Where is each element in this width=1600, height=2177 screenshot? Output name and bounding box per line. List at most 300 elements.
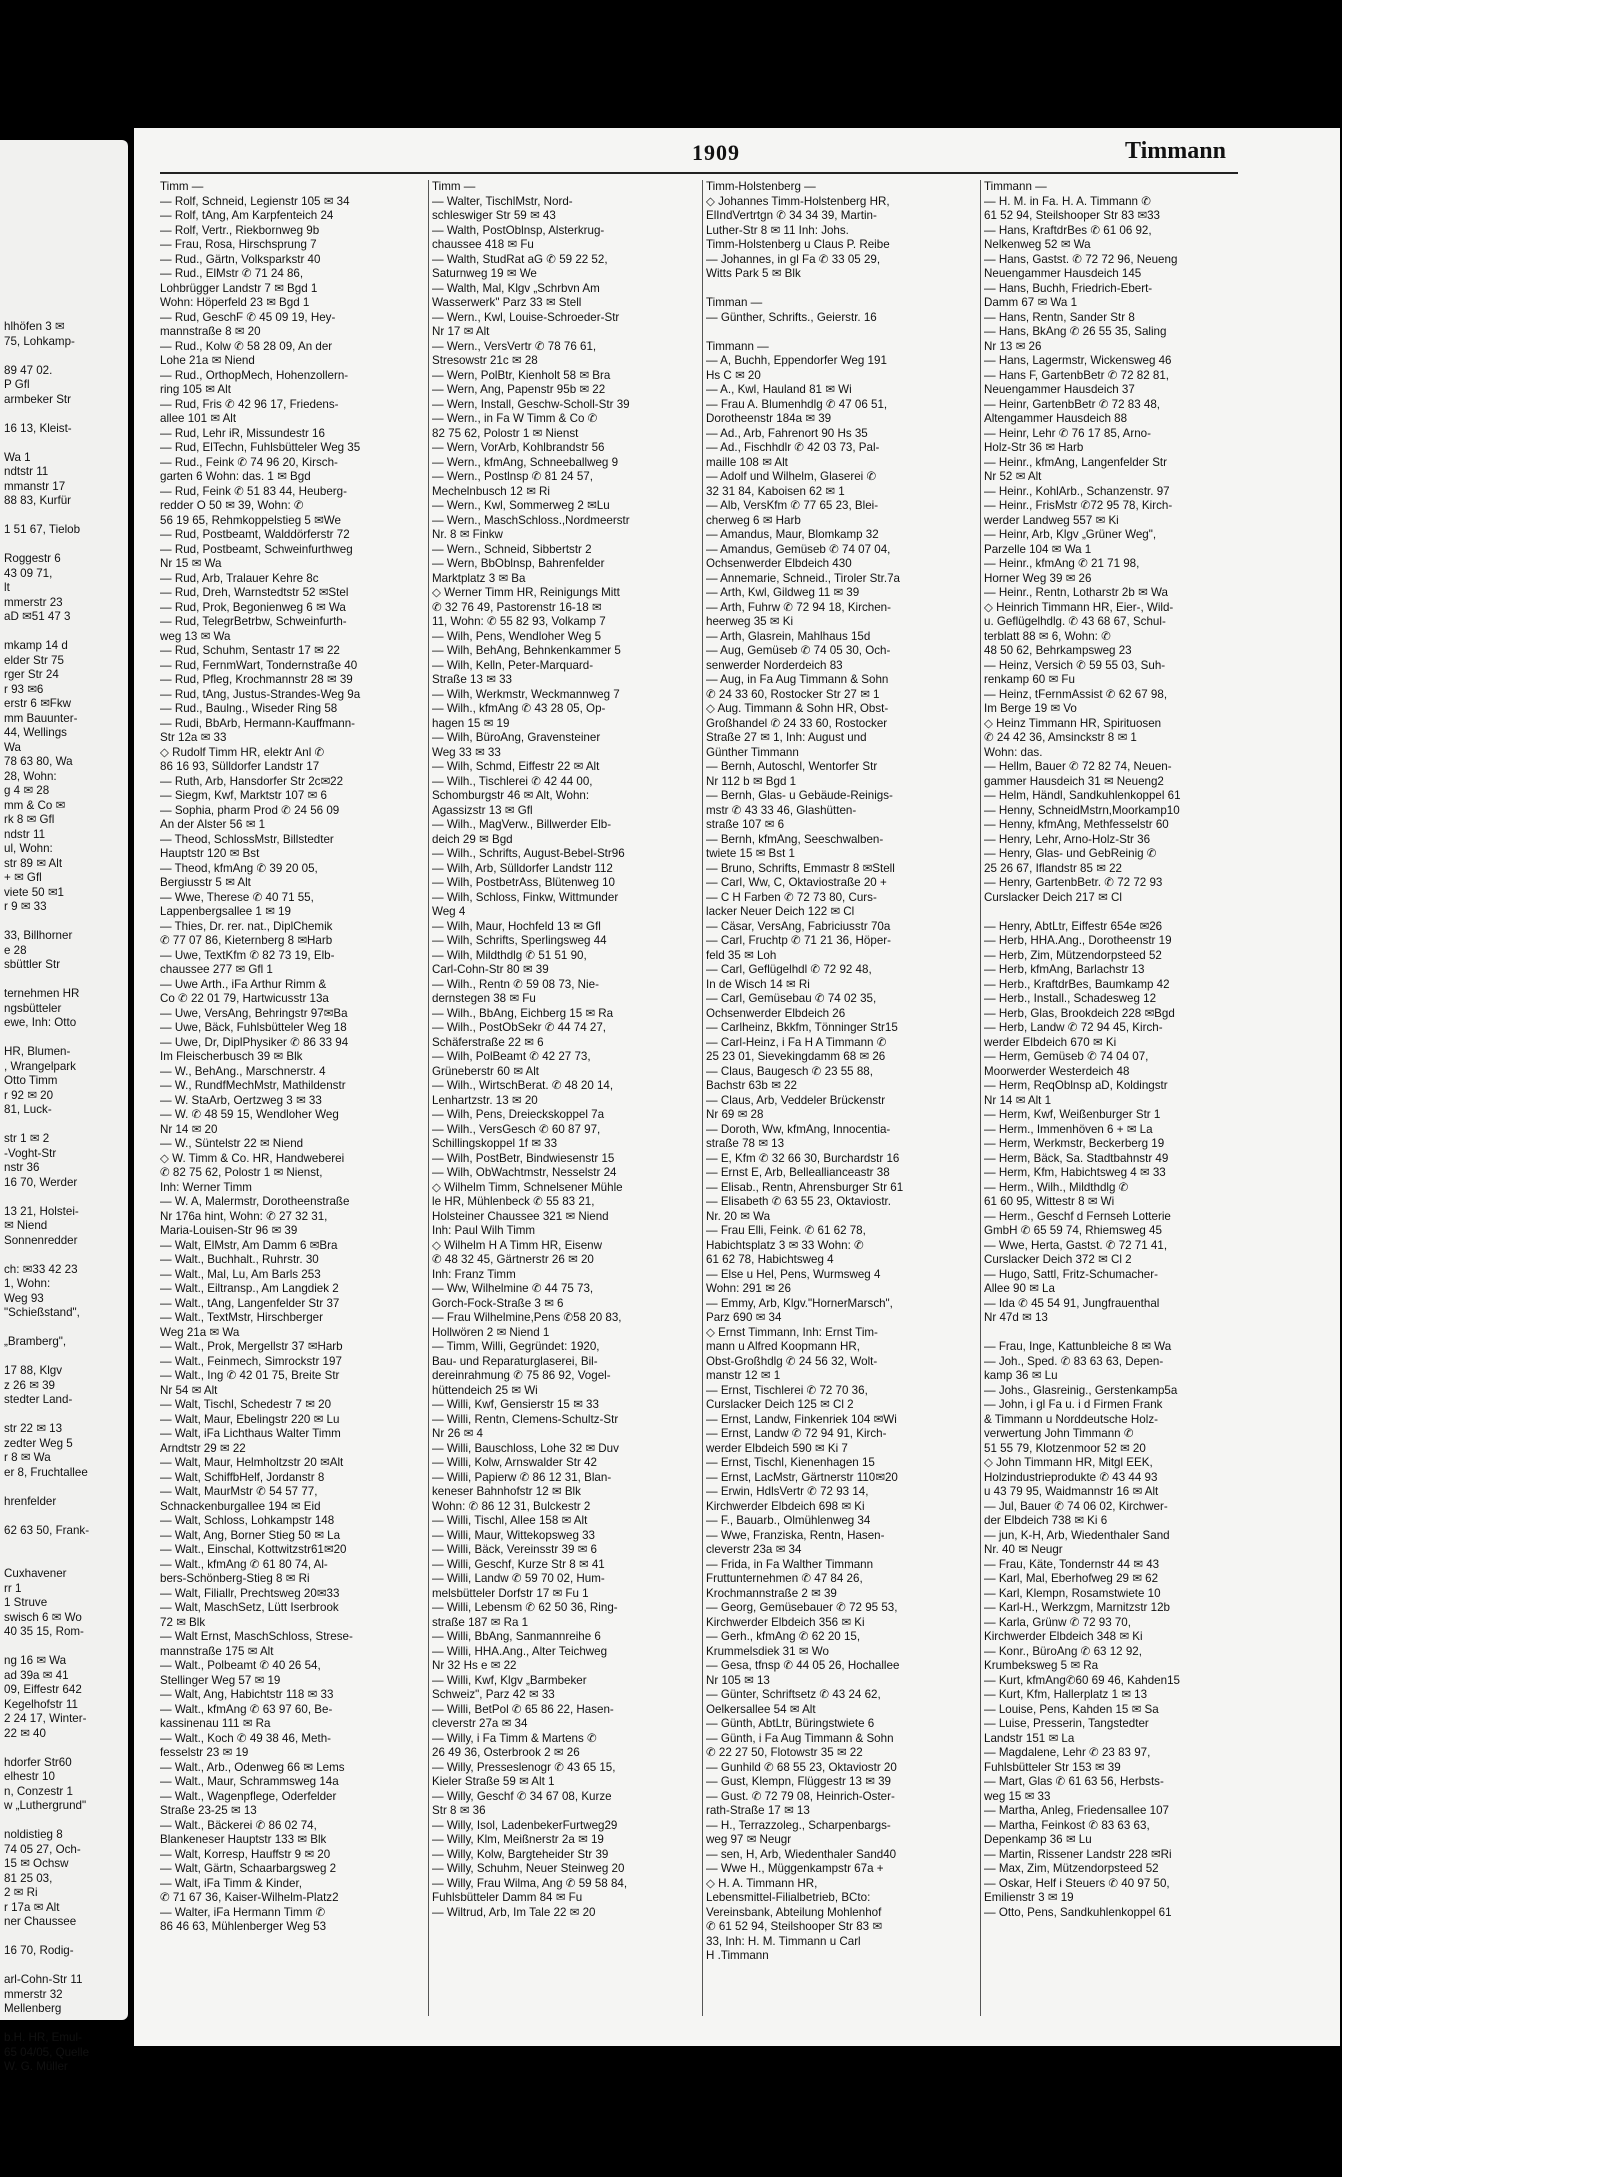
- directory-entry-line: Curslacker Deich 217 ✉ Cl: [984, 890, 1122, 904]
- directory-entry-line: mkamp 14 d: [4, 639, 68, 652]
- directory-entry-line: e 28: [4, 943, 27, 957]
- directory-entry-line: ✆ 22 27 50, Flotowstr 35 ✉ 22: [706, 1746, 863, 1759]
- directory-entry-line: — Walt, MaschSetz, Lütt Iserbrook: [160, 1601, 339, 1614]
- directory-entry-line: — Wilh, PostBetr, Bindwiesenstr 15: [432, 1151, 615, 1165]
- directory-entry-line: Nr 13 ✉ 26: [984, 339, 1042, 353]
- directory-entry-line: ng 16 ✉ Wa: [4, 1654, 67, 1667]
- directory-entry-line: Hauptstr 120 ✉ Bst: [160, 847, 260, 860]
- directory-entry-line: — Herm, Kwf, Weißenburger Str 1: [984, 1108, 1161, 1121]
- directory-entry-line: — Hans, Gastst. ✆ 72 72 96, Neueng: [984, 252, 1178, 266]
- directory-entry-line: ✆ 71 67 36, Kaiser-Wilhelm-Platz2: [160, 1891, 339, 1904]
- directory-entry-line: [4, 973, 126, 988]
- directory-entry-line: str 89 ✉ Alt: [4, 856, 63, 870]
- directory-entry-line: ring 105 ✉ Alt: [160, 383, 231, 396]
- directory-entry-line: 1, Wohn:: [4, 1277, 51, 1290]
- directory-entry-line: hlhöfen 3 ✉: [4, 320, 65, 333]
- directory-entry-line: — Henry, Lehr, Arno-Holz-Str 36: [984, 832, 1151, 846]
- directory-entry-line: g 4 ✉ 28: [4, 784, 50, 797]
- directory-entry-line: & Timmann u Norddeutsche Holz-: [984, 1412, 1158, 1426]
- directory-entry-line: — Rud, Postbeamt, Walddörferstr 72: [160, 528, 350, 541]
- directory-entry-line: — Karl-H., Werkzgm, Marnitzstr 12b: [984, 1601, 1170, 1614]
- directory-entry-line: mmerstr 23: [4, 595, 63, 609]
- directory-entry-line: cherweg 6 ✉ Harb: [706, 513, 801, 527]
- directory-entry-line: — Rud, TelegrBetrbw, Schweinfurth-: [160, 615, 347, 628]
- directory-entry-line: — jun, K-H, Arb, Wiedenthaler Sand: [984, 1528, 1170, 1542]
- directory-entry-line: ◇ Johannes Timm-Holstenberg HR,: [706, 194, 890, 208]
- directory-entry-line: 82 75 62, Polostr 1 ✉ Nienst: [432, 426, 579, 440]
- directory-entry-line: — Willy, Frau Wilma, Ang ✆ 59 58 84,: [432, 1876, 628, 1890]
- directory-entry-line: — Walth, PostOblnsp, Alsterkrug-: [432, 223, 605, 237]
- directory-entry-line: — Walt, Gärtn, Schaarbargsweg 2: [160, 1862, 337, 1875]
- directory-entry-line: Weg 33 ✉ 33: [432, 745, 501, 759]
- directory-entry-line: Nr 15 ✉ Wa: [160, 557, 222, 570]
- directory-entry-line: — Wilh, ObWachtmstr, Nesselstr 24: [432, 1166, 617, 1179]
- directory-entry-line: — Siegm, Kwf, Marktstr 107 ✉ 6: [160, 789, 327, 802]
- directory-entry-line: Luther-Str 8 ✉ 11 Inh: Johs.: [706, 223, 849, 237]
- directory-entry-line: — Heinr, GartenbBetr ✆ 72 83 48,: [984, 397, 1160, 411]
- directory-entry-line: — Rud, Schuhm, Sentastr 17 ✉ 22: [160, 644, 340, 657]
- directory-entry-line: ul, Wohn:: [4, 842, 53, 855]
- directory-entry-line: — Herb., KraftdrBes, Baumkamp 42: [984, 977, 1170, 991]
- directory-entry-line: Wohn: 291 ✉ 26: [706, 1282, 791, 1295]
- directory-entry-line: Weg 93: [4, 1291, 44, 1305]
- directory-entry-line: — Otto, Pens, Sandkuhlenkoppel 61: [984, 1905, 1172, 1919]
- directory-entry-line: schleswiger Str 59 ✉ 43: [432, 209, 556, 222]
- directory-entry-line: Timmann —: [984, 180, 1047, 193]
- directory-entry-line: ch: ✉33 42 23: [4, 1262, 78, 1276]
- directory-entry-line: Damm 67 ✉ Wa 1: [984, 296, 1078, 309]
- directory-entry-line: zedter Weg 5: [4, 1436, 73, 1450]
- directory-entry-line: 75, Lohkamp-: [4, 334, 75, 348]
- directory-entry-line: — Herm, Bäck, Sa. Stadtbahnstr 49: [984, 1151, 1169, 1165]
- directory-entry-line: ✆ 24 42 36, Amsinckstr 8 ✉ 1: [984, 731, 1137, 744]
- directory-entry-line: straße 107 ✉ 6: [706, 818, 785, 831]
- directory-entry-line: 2 ✉ Ri: [4, 1886, 38, 1899]
- directory-entry-line: — Frau A. Blumenhdlg ✆ 47 06 51,: [706, 397, 888, 411]
- directory-entry-line: Fuhlsbütteler Str 153 ✉ 39: [984, 1760, 1121, 1774]
- directory-entry-line: — Hans, Buchh, Friedrich-Ebert-: [984, 281, 1153, 295]
- directory-entry-line: aD ✉51 47 3: [4, 610, 71, 623]
- directory-entry-line: Inh: Werner Timm: [160, 1180, 252, 1194]
- directory-entry-line: 43 09 71,: [4, 566, 53, 580]
- directory-entry-line: — Rolf, tAng, Am Karpfenteich 24: [160, 209, 334, 222]
- directory-entry-line: Wohn: das.: [984, 745, 1043, 759]
- directory-entry-line: r 8 ✉ Wa: [4, 1451, 51, 1464]
- directory-entry-line: Lohe 21a ✉ Niend: [160, 354, 255, 367]
- directory-entry-line: straße 187 ✉ Ra 1: [432, 1615, 529, 1629]
- directory-entry-line: Bau- und Reparaturglaserei, Bil-: [432, 1354, 598, 1368]
- directory-entry-line: — Walt., kfmAng ✆ 63 97 60, Be-: [160, 1702, 333, 1716]
- directory-entry-line: garten 6 Wohn: das. 1 ✉ Bgd: [160, 470, 311, 483]
- directory-entry-line: — Rud, Dreh, Warnstedtstr 52 ✉Stel: [160, 586, 349, 599]
- directory-entry-line: Bachstr 63b ✉ 22: [706, 1079, 797, 1092]
- directory-entry-line: Obst-Großhdlg ✆ 24 56 32, Wolt-: [706, 1354, 878, 1368]
- directory-entry-line: — Bernh, Glas- u Gebäude-Reinigs-: [706, 789, 893, 802]
- directory-entry-line: — Helm, Händl, Sandkuhlenkoppel 61: [984, 789, 1181, 802]
- directory-entry-line: er 8, Fruchtallee: [4, 1465, 88, 1479]
- directory-entry-line: Curslacker Deich 372 ✉ Cl 2: [984, 1253, 1132, 1266]
- directory-entry-line: 13 21, Holstei-: [4, 1204, 79, 1218]
- directory-entry-line: — C H Farben ✆ 72 73 80, Curs-: [706, 890, 877, 904]
- directory-entry-line: ◇ Heinz Timmann HR, Spirituosen: [984, 716, 1162, 730]
- directory-entry-line: — Wern, BbOblnsp, Bahrenfelder: [432, 557, 605, 570]
- directory-entry-line: Ochsenwerder Elbdeich 430: [706, 557, 852, 570]
- directory-entry-line: — Wilh, Pens, Dreieckskoppel 7a: [432, 1108, 605, 1121]
- directory-entry-line: — Walth, Mal, Klgv „Schrbvn Am: [432, 281, 600, 295]
- directory-entry-line: arl-Cohn-Str 11: [4, 1973, 83, 1986]
- directory-entry-line: — Theod, kfmAng ✆ 39 20 05,: [160, 861, 318, 875]
- directory-entry-line: HR, Blumen-: [4, 1045, 71, 1058]
- directory-entry-line: — Hugo, Sattl, Fritz-Schumacher-: [984, 1267, 1158, 1281]
- directory-entry-line: Krochmannstraße 2 ✉ 39: [706, 1586, 837, 1600]
- directory-entry-line: Dorotheenstr 184a ✉ 39: [706, 412, 832, 425]
- directory-entry-line: verwertung John Timmann ✆: [984, 1427, 1134, 1440]
- directory-entry-line: — Walter, TischlMstr, Nord-: [432, 194, 573, 208]
- directory-entry-line: — Martha, Feinkost ✆ 83 63 63,: [984, 1818, 1150, 1832]
- directory-entry-line: noldistieg 8: [4, 1828, 63, 1841]
- directory-entry-line: 16 70, Rodig-: [4, 1944, 74, 1957]
- directory-entry-line: Arndtstr 29 ✉ 22: [160, 1441, 246, 1455]
- directory-entry-line: — W., BehAng., Marschnerstr. 4: [160, 1064, 326, 1078]
- directory-entry-line: keneser Bahnhofstr 12 ✉ Blk: [432, 1485, 581, 1498]
- directory-entry-line: — Herm., Wilh., Mildthdlg ✆: [984, 1180, 1129, 1194]
- directory-entry-line: — Wilh., VersGesch ✆ 60 87 97,: [432, 1122, 601, 1136]
- directory-entry-line: 65 04/05, Quelle: [4, 2045, 90, 2059]
- directory-entry-line: — Heinz, tFernmAssist ✆ 62 67 98,: [984, 687, 1168, 701]
- directory-entry-line: — Walt., Buchhalt., Ruhrstr. 30: [160, 1253, 319, 1266]
- directory-entry-line: Grüneberstr 60 ✉ Alt: [432, 1064, 540, 1078]
- directory-entry-line: Otto Timm: [4, 1074, 58, 1087]
- directory-entry-line: — Wilh, Schloss, Finkw, Wittmunder: [432, 890, 619, 904]
- directory-entry-line: — Walt., Arb., Odenweg 66 ✉ Lems: [160, 1760, 345, 1774]
- directory-entry-line: Saturnweg 19 ✉ We: [432, 267, 537, 280]
- directory-entry-line: 33, Inh: H. M. Timmann u Carl: [706, 1934, 861, 1948]
- directory-entry-line: Moorwerder Westerdeich 48: [984, 1064, 1130, 1078]
- directory-entry-line: — Wwe, Franziska, Rentn, Hasen-: [706, 1528, 885, 1542]
- directory-entry-line: [4, 1509, 126, 1524]
- directory-entry-line: — Henny, kfmAng, Methfesselstr 60: [984, 818, 1169, 831]
- directory-entry-line: — Herb, kfmAng, Barlachstr 13: [984, 963, 1145, 976]
- directory-entry-line: — Wilh., BbAng, Eichberg 15 ✉ Ra: [432, 1006, 614, 1020]
- directory-entry-line: — Wilh, Arb, Sülldorfer Landstr 112: [432, 861, 613, 875]
- directory-entry-line: — Rud, Pfleg, Krochmannstr 28 ✉ 39: [160, 673, 353, 686]
- directory-entry-line: — Gunhild ✆ 68 55 23, Oktaviostr 20: [706, 1760, 897, 1774]
- directory-entry-line: r 17a ✉ Alt: [4, 1900, 60, 1914]
- directory-entry-line: Wohn: ✆ 86 12 31, Bulckestr 2: [432, 1499, 591, 1513]
- directory-entry-line: ✆ 61 52 94, Steilshooper Str 83 ✉: [706, 1920, 883, 1933]
- directory-entry-line: Schweiz", Parz 42 ✉ 33: [432, 1688, 555, 1701]
- directory-entry-line: — A, Buchh, Eppendorfer Weg 191: [706, 354, 887, 367]
- directory-entry-line: — Uwe, VersAng, Behringstr 97✉Ba: [160, 1006, 348, 1020]
- directory-entry-line: Im Berge 19 ✉ Vo: [984, 702, 1077, 715]
- directory-entry-line: — Konr., BüroAng ✆ 63 12 92,: [984, 1644, 1142, 1658]
- directory-entry-line: — Ernst, Tischlerei ✆ 72 70 36,: [706, 1383, 868, 1397]
- directory-entry-line: — Rud, Prok, Begonienweg 6 ✉ Wa: [160, 600, 346, 614]
- directory-entry-line: Horner Weg 39 ✉ 26: [984, 571, 1092, 585]
- directory-entry-line: — Hans F, GartenbBetr ✆ 72 82 81,: [984, 368, 1170, 382]
- directory-entry-line: — Timm, Willi, Gegründet: 1920,: [432, 1340, 600, 1353]
- directory-entry-line: 48 50 62, Behrkampsweg 23: [984, 644, 1132, 657]
- directory-entry-line: — Amandus, Gemüseb ✆ 74 07 04,: [706, 542, 891, 556]
- directory-entry-line: — Walt, MaurMstr ✆ 54 57 77,: [160, 1485, 318, 1498]
- directory-entry-line: ◇ Aug. Timmann & Sohn HR, Obst-: [706, 702, 889, 715]
- directory-entry-line: ✆ 48 32 45, Gärtnerstr 26 ✉ 20: [432, 1253, 594, 1266]
- directory-entry-line: str 1 ✉ 2: [4, 1132, 50, 1145]
- directory-entry-line: 22 ✉ 40: [4, 1726, 46, 1740]
- directory-entry-line: — Rud., Gärtn, Volksparkstr 40: [160, 252, 321, 266]
- directory-entry-line: — Walt, Ang, Habichtstr 118 ✉ 33: [160, 1688, 334, 1701]
- directory-entry-line: — Arth, Fuhrw ✆ 72 94 18, Kirchen-: [706, 600, 891, 614]
- directory-entry-line: — Günter, Schriftsetz ✆ 43 24 62,: [706, 1688, 881, 1701]
- directory-entry-line: 28, Wohn:: [4, 769, 57, 783]
- directory-entry-line: — Frau Wilhelmine,Pens ✆58 20 83,: [432, 1311, 622, 1324]
- directory-entry-line: Straße 23-25 ✉ 13: [160, 1804, 257, 1817]
- directory-entry-line: — Heinr., Rentn, Lotharstr 2b ✉ Wa: [984, 586, 1168, 599]
- directory-entry-line: Fruttunternehmen ✆ 47 84 26,: [706, 1572, 863, 1585]
- directory-entry-line: gammer Hausdeich 31 ✉ Neueng2: [984, 774, 1164, 788]
- directory-entry-line: — Johs., Glasreinig., Gerstenkamp5a: [984, 1383, 1178, 1397]
- directory-entry-line: — Willy, Schuhm, Neuer Steinweg 20: [432, 1862, 625, 1875]
- directory-entry-line: — Max, Zim, Mützendorpsteed 52: [984, 1862, 1159, 1875]
- directory-entry-line: — Heinr., kfmAng ✆ 21 71 98,: [984, 557, 1140, 570]
- directory-entry-line: Fuhlsbütteler Damm 84 ✉ Fu: [432, 1891, 583, 1904]
- directory-entry-line: ◇ W. Timm & Co. HR, Handweberei: [160, 1151, 345, 1165]
- directory-entry-line: — E, Kfm ✆ 32 66 30, Burchardstr 16: [706, 1151, 900, 1165]
- directory-entry-line: — Herb, Glas, Brookdeich 228 ✉Bgd: [984, 1006, 1175, 1020]
- directory-entry-line: Str 8 ✉ 36: [432, 1804, 486, 1817]
- directory-entry-line: ✆ 77 07 86, Kieternberg 8 ✉Harb: [160, 934, 333, 947]
- directory-entry-line: — Wilh., WirtschBerat. ✆ 48 20 14,: [432, 1079, 614, 1092]
- directory-entry-line: mannstraße 8 ✉ 20: [160, 325, 261, 338]
- directory-entry-line: nstr 36: [4, 1161, 40, 1174]
- directory-entry-line: 16 70, Werder: [4, 1175, 78, 1189]
- header-rule: [160, 172, 1238, 174]
- directory-entry-line: — Doroth, Ww, kfmAng, Innocentia-: [706, 1122, 891, 1136]
- directory-entry-line: — Herm, Werkmstr, Beckerberg 19: [984, 1137, 1165, 1150]
- directory-entry-line: — Wilh, BehAng, Behnkenkammer 5: [432, 644, 621, 657]
- directory-entry-line: — Wern., Schneid, Sibbertstr 2: [432, 542, 592, 556]
- directory-entry-line: — Georg, Gemüsebauer ✆ 72 95 53,: [706, 1601, 898, 1614]
- directory-entry-line: — Rud, Arb, Tralauer Kehre 8c: [160, 571, 319, 585]
- directory-column-3: [706, 180, 978, 1964]
- column-divider: [702, 180, 703, 2016]
- directory-entry-line: 25 26 67, Iflandstr 85 ✉ 22: [984, 861, 1122, 875]
- directory-entry-line: [4, 1190, 126, 1205]
- directory-entry-line: Nr 176a hint, Wohn: ✆ 27 32 31,: [160, 1209, 328, 1223]
- directory-entry-line: -Voght-Str: [4, 1146, 57, 1160]
- directory-entry-line: Lenhartzstr. 13 ✉ 20: [432, 1093, 538, 1107]
- directory-entry-line: — Cäsar, VersAng, Fabriciusstr 70a: [706, 919, 891, 933]
- directory-entry-line: — Gerh., kfmAng ✆ 62 20 15,: [706, 1630, 861, 1643]
- directory-entry-line: dernstegen 38 ✉ Fu: [432, 992, 536, 1005]
- directory-entry-line: — Annemarie, Schneid., Tiroler Str.7a: [706, 571, 900, 585]
- directory-entry-line: melsbütteler Dorfstr 17 ✉ Fu 1: [432, 1586, 589, 1600]
- directory-entry-line: kassinenau 111 ✉ Ra: [160, 1717, 271, 1730]
- directory-entry-line: — Walt., Mal, Lu, Am Barls 253: [160, 1267, 321, 1281]
- directory-entry-line: [4, 1930, 126, 1945]
- directory-entry-line: — Wern., in Fa W Timm & Co ✆: [432, 412, 598, 425]
- directory-entry-line: Kirchwerder Elbdeich 356 ✉ Ki: [706, 1615, 865, 1629]
- directory-entry-line: [4, 915, 126, 930]
- directory-entry-line: [4, 436, 126, 451]
- directory-entry-line: 32 31 84, Kaboisen 62 ✉ 1: [706, 484, 845, 498]
- directory-entry-line: ◇ Ernst Timmann, Inh: Ernst Tim-: [706, 1325, 878, 1339]
- directory-entry-line: — Rud, Lehr iR, Missundestr 16: [160, 426, 325, 440]
- directory-entry-line: — Ernst E, Arb, Belleallianceastr 38: [706, 1166, 890, 1179]
- directory-entry-line: — Wilh, Maur, Hochfeld 13 ✉ Gfl: [432, 919, 601, 933]
- directory-entry-line: Bergiusstr 5 ✉ Alt: [160, 876, 251, 889]
- directory-entry-line: ◇ John Timmann HR, Mitgl EEK,: [984, 1456, 1153, 1469]
- directory-entry-line: — Willi, BetPol ✆ 65 86 22, Hasen-: [432, 1702, 614, 1716]
- directory-entry-line: — Rud., Kolw ✆ 58 28 09, An der: [160, 339, 333, 353]
- directory-entry-line: 09, Eiffestr 642: [4, 1683, 82, 1696]
- directory-entry-line: — Wern., MaschSchloss.,Nordmeerstr: [432, 513, 630, 527]
- directory-entry-line: — Willi, Bauschloss, Lohe 32 ✉ Duv: [432, 1441, 619, 1455]
- directory-entry-line: — Ernst, Landw, Finkenriek 104 ✉Wi: [706, 1412, 897, 1426]
- directory-column-2: [432, 180, 700, 1920]
- directory-entry-line: twiete 15 ✉ Bst 1: [706, 847, 795, 860]
- directory-entry-line: — Aug, in Fa Aug Timmann & Sohn: [706, 673, 889, 686]
- directory-entry-line: Neuengammer Hausdeich 37: [984, 383, 1135, 396]
- directory-entry-line: ✆ 82 75 62, Polostr 1 ✉ Nienst,: [160, 1166, 323, 1179]
- directory-entry-line: u. Geflügelhdlg. ✆ 43 68 67, Schul-: [984, 615, 1166, 628]
- directory-entry-line: Stellinger Weg 57 ✉ 19: [160, 1673, 281, 1687]
- directory-entry-line: — Ad., Arb, Fahrenort 90 Hs 35: [706, 426, 868, 440]
- directory-entry-line: Depenkamp 36 ✉ Lu: [984, 1833, 1092, 1846]
- directory-entry-line: Ochsenwerder Elbdeich 26: [706, 1006, 846, 1020]
- directory-entry-line: deich 29 ✉ Bgd: [432, 832, 513, 846]
- directory-entry-line: Nr 54 ✉ Alt: [160, 1383, 218, 1397]
- directory-entry-line: — W. StaArb, Oertzweg 3 ✉ 33: [160, 1093, 322, 1107]
- directory-entry-line: [4, 1741, 126, 1756]
- directory-entry-line: — Martha, Anleg, Friedensallee 107: [984, 1804, 1169, 1817]
- directory-entry-line: — Walt Ernst, MaschSchloss, Strese-: [160, 1630, 353, 1643]
- directory-entry-line: Schillingskoppel 1f ✉ 33: [432, 1137, 558, 1150]
- directory-entry-line: — Arth, Kwl, Gildweg 11 ✉ 39: [706, 586, 860, 599]
- directory-entry-line: Schnackenburgallee 194 ✉ Eid: [160, 1499, 321, 1513]
- directory-entry-line: Nr. 20 ✉ Wa: [706, 1209, 771, 1223]
- directory-entry-line: — Walt., tAng, Langenfelder Str 37: [160, 1296, 340, 1310]
- directory-entry-line: 62 63 50, Frank-: [4, 1523, 90, 1537]
- directory-entry-line: [4, 509, 126, 524]
- directory-entry-line: — Hans, Lagermstr, Wickensweg 46: [984, 354, 1172, 367]
- directory-entry-line: Nr 112 b ✉ Bgd 1: [706, 774, 797, 788]
- directory-entry-line: weg 15 ✉ 33: [984, 1789, 1051, 1803]
- directory-entry-line: 1 51 67, Tielob: [4, 523, 81, 536]
- directory-entry-line: Cuxhavener: [4, 1567, 67, 1580]
- directory-entry-line: — Willy, Kolw, Bargteheider Str 39: [432, 1847, 609, 1861]
- directory-entry-line: 25 23 01, Sievekingdamm 68 ✉ 26: [706, 1050, 886, 1063]
- directory-entry-line: lacker Neuer Deich 122 ✉ Cl: [706, 905, 855, 918]
- directory-entry-line: ◇ Heinrich Timmann HR, Eier-, Wild-: [984, 600, 1174, 614]
- directory-entry-line: — Heinr., FrisMstr ✆72 95 78, Kirch-: [984, 499, 1173, 512]
- directory-entry-line: — Arth, Glasrein, Mahlhaus 15d: [706, 629, 871, 643]
- directory-entry-line: 61 62 78, Habichtsweg 4: [706, 1253, 834, 1266]
- directory-entry-line: — Herb, HHA.Ang., Dorotheenstr 19: [984, 934, 1172, 947]
- directory-entry-line: — Wilh, PostbetrAss, Blütenweg 10: [432, 876, 616, 889]
- directory-entry-line: [4, 407, 126, 422]
- directory-entry-line: — Willi, Lebensm ✆ 62 50 36, Ring-: [432, 1601, 618, 1614]
- directory-entry-line: lt: [4, 581, 10, 594]
- page-number: 1909: [692, 140, 740, 165]
- directory-entry-line: [4, 1538, 126, 1553]
- directory-entry-line: Oelkersallee 54 ✉ Alt: [706, 1702, 816, 1716]
- directory-entry-line: — Frau Elli, Feink. ✆ 61 62 78,: [706, 1224, 866, 1237]
- directory-entry-line: Straße 13 ✉ 33: [432, 673, 512, 686]
- directory-entry-line: elhestr 10: [4, 1770, 55, 1783]
- directory-entry-line: armbeker Str: [4, 392, 72, 406]
- directory-entry-line: — Martin, Rissener Landstr 228 ✉Ri: [984, 1847, 1172, 1861]
- directory-entry-line: — Rolf, Schneid, Legienstr 105 ✉ 34: [160, 194, 350, 208]
- directory-entry-line: terblatt 88 ✉ 6, Wohn: ✆: [984, 629, 1111, 643]
- directory-entry-line: 61 60 95, Wittestr 8 ✉ Wi: [984, 1195, 1115, 1208]
- directory-entry-line: kamp 36 ✉ Lu: [984, 1369, 1058, 1382]
- directory-entry-line: swisch 6 ✉ Wo: [4, 1610, 82, 1624]
- directory-entry-line: [4, 538, 126, 553]
- directory-entry-line: — Else u Hel, Pens, Wurmsweg 4: [706, 1267, 881, 1281]
- directory-entry-line: — Adolf und Wilhelm, Glaserei ✆: [706, 470, 877, 483]
- directory-entry-line: — Wiltrud, Arb, Im Tale 22 ✉ 20: [432, 1905, 596, 1919]
- directory-entry-line: — Rolf, Vertr., Riekbornweg 9b: [160, 223, 320, 237]
- directory-entry-line: Nr 14 ✉ Alt 1: [984, 1093, 1052, 1107]
- directory-entry-line: Parzelle 104 ✉ Wa 1: [984, 542, 1092, 556]
- directory-entry-line: — Wwe H., Müggenkampstr 67a +: [706, 1862, 884, 1875]
- directory-entry-line: 2 24 17, Winter-: [4, 1712, 87, 1725]
- directory-entry-line: — Willi, Maur, Wittekopsweg 33: [432, 1528, 596, 1542]
- directory-entry-line: ner Chaussee: [4, 1915, 77, 1928]
- directory-entry-line: Lohbrügger Landstr 7 ✉ Bgd 1: [160, 281, 318, 295]
- directory-entry-line: Habichtsplatz 3 ✉ 33 Wohn: ✆: [706, 1238, 864, 1252]
- directory-entry-line: 86 46 63, Mühlenberger Weg 53: [160, 1920, 327, 1933]
- directory-entry-line: — Frida, in Fa Walther Timmann: [706, 1557, 874, 1571]
- directory-entry-line: u 43 79 95, Waidmannstr 16 ✉ Alt: [984, 1485, 1159, 1498]
- directory-entry-line: Inh: Franz Timm: [432, 1267, 516, 1281]
- directory-entry-line: — Heinr., KohlArb., Schanzenstr. 97: [984, 484, 1170, 498]
- directory-entry-line: Schäferstraße 22 ✉ 6: [432, 1035, 544, 1049]
- directory-entry-line: ndtstr 11: [4, 465, 49, 478]
- directory-entry-line: Parz 690 ✉ 34: [706, 1311, 782, 1324]
- directory-entry-line: ewe, Inh: Otto: [4, 1016, 77, 1029]
- directory-entry-line: — Johannes, in gl Fa ✆ 33 05 29,: [706, 252, 881, 266]
- directory-entry-line: — Louise, Pens, Kahden 15 ✉ Sa: [984, 1702, 1159, 1716]
- directory-entry-line: 16 13, Kleist-: [4, 421, 72, 435]
- directory-entry-line: — Jul, Bauer ✆ 74 06 02, Kirchwer-: [984, 1499, 1168, 1513]
- directory-entry-line: [4, 1408, 126, 1423]
- directory-entry-line: 89 47 02.: [4, 363, 53, 377]
- directory-entry-line: b.H. HR, Emul-: [4, 2031, 82, 2044]
- directory-entry-line: [4, 2017, 126, 2032]
- directory-entry-line: — Frau, Käte, Tondernstr 44 ✉ 43: [984, 1557, 1160, 1571]
- directory-entry-line: — Carl, Ww, C, Oktaviostraße 20 +: [706, 876, 887, 889]
- directory-entry-line: weg 13 ✉ Wa: [160, 629, 231, 643]
- directory-entry-line: mm Bauunter-: [4, 711, 78, 725]
- directory-entry-line: Kirchwerder Elbdeich 348 ✉ Ki: [984, 1630, 1143, 1643]
- directory-entry-line: mmerstr 32: [4, 1987, 63, 2001]
- directory-entry-line: „Bramberg",: [4, 1335, 67, 1348]
- directory-entry-line: Maria-Louisen-Str 96 ✉ 39: [160, 1224, 298, 1237]
- directory-entry-line: — Walter, iFa Hermann Timm ✆: [160, 1905, 326, 1919]
- directory-entry-line: — Walt., Wagenpflege, Oderfelder: [160, 1789, 337, 1803]
- directory-entry-line: Carl-Cohn-Str 80 ✉ 39: [432, 963, 549, 976]
- directory-entry-line: viete 50 ✉1: [4, 885, 64, 899]
- directory-entry-line: — Oskar, Helf i Steuers ✆ 40 97 50,: [984, 1876, 1170, 1890]
- directory-entry-line: — Herm, ReqOblnsp aD, Koldingstr: [984, 1079, 1168, 1092]
- directory-entry-line: — Ernst, Tischl, Kienenhagen 15: [706, 1456, 875, 1469]
- directory-entry-line: — W. A, Malermstr, Dorotheenstraße: [160, 1195, 350, 1208]
- directory-entry-line: — Willy, Presseslenogr ✆ 43 65 15,: [432, 1760, 616, 1774]
- directory-entry-line: — Wern., kfmAng, Schneeballweg 9: [432, 455, 619, 469]
- directory-entry-line: — Carl-Heinz, i Fa H A Timmann ✆: [706, 1035, 887, 1049]
